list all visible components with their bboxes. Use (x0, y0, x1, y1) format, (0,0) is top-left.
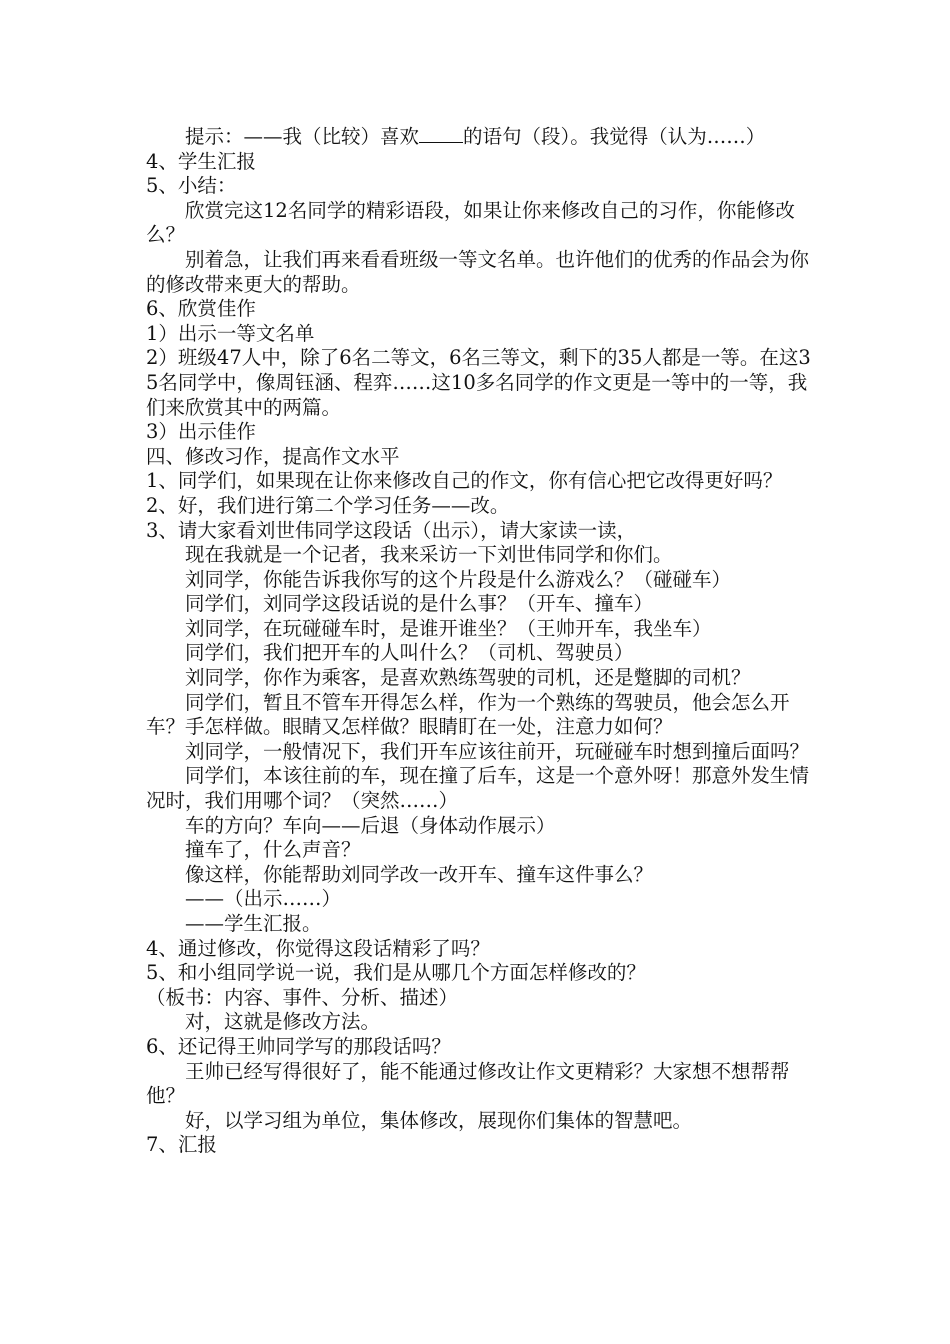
paragraph: 现在我就是一个记者，我来采访一下刘世伟同学和你们。 (185, 543, 673, 567)
paragraph: 像这样，你能帮助刘同学改一改开车、撞车这件事么？ (185, 862, 654, 886)
paragraph: 刘同学，你能告诉我你写的这个片段是什么游戏么？（碰碰车） (185, 567, 732, 591)
hint-text-after: 的语句（段）。我觉得（认为……） (463, 125, 766, 148)
paragraph: 同学们，刘同学这段话说的是什么事？（开车、撞车） (185, 592, 654, 616)
hint-text-before: 提示：——我（比较）喜欢 (185, 125, 420, 148)
paragraph: 对，这就是修改方法。 (185, 1010, 381, 1034)
paragraph: 刘同学，你作为乘客，是喜欢熟练驾驶的司机，还是蹩脚的司机？ (185, 666, 751, 690)
paragraph: 5、小结： (146, 174, 237, 198)
paragraph: 同学们，我们把开车的人叫什么？（司机、驾驶员） (185, 641, 634, 665)
paragraph-list (146, 150, 814, 1158)
paragraph: ——（出示……） (185, 887, 342, 911)
document-body (146, 125, 814, 1158)
paragraph: 同学们，暂且不管车开得怎么样，作为一个熟练的驾驶员，他会怎么开车？手怎样做。眼睛又怎样做？眼睛盯在一处，注意力如何？ (146, 690, 790, 739)
paragraph: 4、通过修改，你觉得这段话精彩了吗？ (146, 936, 490, 960)
paragraph: 6、欣赏佳作 (146, 297, 256, 321)
paragraph: 4、学生汇报 (146, 149, 256, 173)
paragraph: 1）出示一等文名单 (146, 321, 315, 345)
fill-in-blank (419, 125, 463, 143)
paragraph: 撞车了，什么声音？ (185, 838, 361, 862)
paragraph: 别着急，让我们再来看看班级一等文名单。也许他们的优秀的作品会为你的修改带来更大的帮助。 (146, 247, 810, 296)
paragraph: 车的方向？车向——后退（身体动作展示） (185, 813, 556, 837)
paragraph: 5、和小组同学说一说，我们是从哪几个方面怎样修改的？ (146, 961, 646, 985)
paragraph: 7、汇报 (146, 1133, 217, 1157)
paragraph: 1、同学们，如果现在让你来修改自己的作文，你有信心把它改得更好吗？ (146, 469, 783, 493)
paragraph: 2）班级47人中，除了6名二等文，6名三等文，剩下的35人都是一等。在这35名同学中，像周钰涵、程弈……这10多名同学的作文更是一等中的一等，我们来欣赏其中的两篇。 (146, 346, 811, 419)
paragraph: 6、还记得王帅同学写的那段话吗？ (146, 1034, 451, 1058)
paragraph: 3、请大家看刘世伟同学这段话（出示），请大家读一读， (146, 518, 637, 542)
paragraph: 王帅已经写得很好了，能不能通过修改让作文更精彩？大家想不想帮帮他？ (146, 1059, 790, 1108)
paragraph: 欣赏完这12名同学的精彩语段，如果让你来修改自己的习作，你能修改么？ (146, 198, 795, 247)
paragraph: ——学生汇报。 (185, 912, 322, 935)
paragraph: 同学们，本该往前的车，现在撞了后车，这是一个意外呀！那意外发生情况时，我们用哪个词？（突然……） (146, 764, 810, 813)
paragraph: 刘同学，在玩碰碰车时，是谁开谁坐？（王帅开车，我坐车） (185, 616, 712, 640)
paragraph: 刘同学，一般情况下，我们开车应该往前开，玩碰碰车时想到撞后面吗？ (185, 739, 810, 763)
hint-paragraph (146, 125, 814, 150)
paragraph: 好，以学习组为单位，集体修改，展现你们集体的智慧吧。 (185, 1108, 693, 1132)
paragraph: （板书：内容、事件、分析、描述） (146, 985, 459, 1009)
paragraph: 四、修改习作，提高作文水平 (146, 444, 400, 468)
paragraph: 3）出示佳作 (146, 420, 256, 444)
paragraph: 2、好，我们进行第二个学习任务——改。 (146, 493, 510, 517)
